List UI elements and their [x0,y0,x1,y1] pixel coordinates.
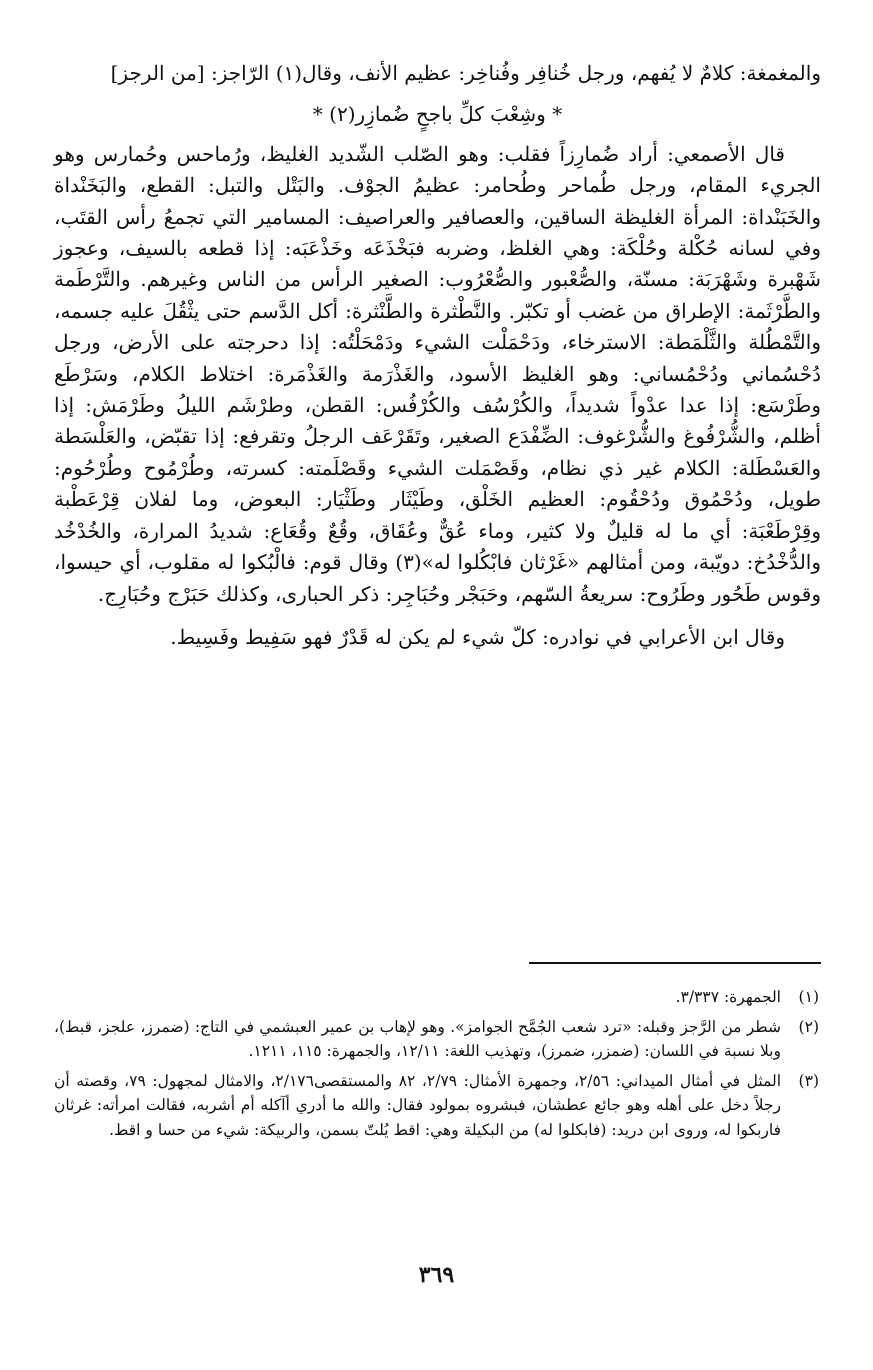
main-text [54,58,821,653]
body-paragraph: قال الأصمعي: أراد ضُمارِزاً فقلب: وهو الصّلب الشّديد الغليظ، ورُماحس وحُمارس وهو الجريء المقام، ورجل طُماحر وطُحامر: عظيمُ الجوْف. والبَتْل والتبل: القطع، والبَخَنْداة والخَبَنْداة: المرأة الغليظة الساقين، والعصافير والعراصيف: المسامير التي تجمعُ رأس القتَب، وفي لسانه حُكْلة وحُلْكَة: وهي الغلظ، وضربه فبَخْذَعَه وخَذْعَبَه: إذا قطعه بالسيف، وعجوز شَهْبرة وشَهْرَبَة: مسنّة، والصُّعْبور والصُّعْرُوب: الصغير الرأس من الناس وغيرهم. والتَّرْطَمة والطَّرْثَمة: الإطراق من غضب أو تكبّر. والنَّطْثرة والطَّنْثرة: أكل الدَّسم حتى يثْقُلَ عليه جسمه، والتَّمْطُلة والثَّلْمَطة: الاسترخاء، ودَحْمَلْت الشيء ودَمْحَلْتُه: إذا دحرجته على الأرض، ورجل دُحْسُماني ودُحْمُساني: وهو الغليظ الأسود، والغَذْرَمة والغَذْمَرة: اختلاط الكلام، وسَرْطَع وطَرْسَع: إذا عدا عدْواً شديداً، والكُرْسُف والكُرْفُس: القطن، وطرْشَم الليلُ وطَرْمَش: إذا أظلم، والشُّرْفُوغ والشُّرْغوف: الضِّفْدَع الصغير، وتَقَرْعَف الرجلُ وتقرفع: إذا تقبّض، والعَلْسَطة والعَسْطَلة: الكلام غير ذي نظام، وقَصْمَلت الشيء وقَصْلَمته: كسرته، وطُرْمُوح وطُرْحُوم: طويل، ودُحْمُوق ودُحْقُوم: العظيم الخَلْق، وطَيْثَار وطَثْيَار: البعوض، وما لفلان قِرْعَطْبة وقِرْطَعْبَة: أي ما له قليلٌ ولا كثير، وماء عُقٌّ وعُقَاق، وقُعٌ وقُعَاع: شديدُ المرارة، والخُدْخُد والدُّخْدُخ: دويّبة، ومن أمثالهم «غَرْثان فابْكُلوا له»(٣) وقال قوم: فالْبُكوا له مقلوب، أي حيسوا، وقوس طَحُور وطَرُوح: سريعةُ السّهم، وحَبَجْر وحُبَاجِر: ذكر الحبارى، وكذلك حَبَرْج وحُبَارِج. [54,141,821,606]
footnote-number: (٣) [798,1071,819,1090]
footnote-3 [54,1069,819,1143]
opening-paragraph: والمغمغة: كلامٌ لا يُفهم، ورجل خُنافِر وفُناخِر: عظيم الأنف، وقال(١) الرّاجز: [من الرجز] [110,61,821,85]
closing-paragraph: وقال ابن الأعرابي في نوادره: كلّ شيء لم يكن له قَدْرٌ فهو سَفِيط وفَسِيط. [170,624,785,649]
footnote-1 [54,985,819,1010]
footnote-divider [529,962,821,964]
page-number: ٣٦٩ [418,1262,455,1288]
footnote-text: شطر من الرَّجز وقبله: «ترد شعب الجُمَّح الجوامز». وهو لإهاب بن عمير العبشمي في التاج: (ضمرز، علجز، قبط)، وبلا نسبة في اللسان: (ضمزر، ضمرز)، وتهذيب اللغة: ١٢/١١، والجمهرة: ١١٥، ١٢١١. [54,1017,781,1060]
footnote-2 [54,1015,819,1064]
footnote-text: المثل في أمثال الميداني: ٢/٥٦، وجمهرة الأمثال: ٢/٧٩، ٨٢ والمستقصى٢/١٧٦، والامثال لمجهول: ٧٩، وقصته أن رجلاً دخل على أهله وهو جائع عطشان، فبشروه بمولود فقال: والله ما أدري أآكله أم أشربه، فقالت امرأته: غرثان فاربكوا له، وروى ابن دريد: (فابكلوا له) من البكيلة وهي: اقط يُلتّ بسمن، والربيكة: شيء من حسا و اقط. [54,1071,781,1139]
footnote-number: (١) [798,988,819,1006]
footnotes [54,985,819,1147]
footnote-number: (٢) [798,1017,819,1036]
footnote-text: الجمهرة: ٣/٣٣٧. [675,988,781,1006]
poetry-verse: * وشِعْبَ كلِّ باجحٍ ضُمازِر(٢) * [312,102,563,127]
